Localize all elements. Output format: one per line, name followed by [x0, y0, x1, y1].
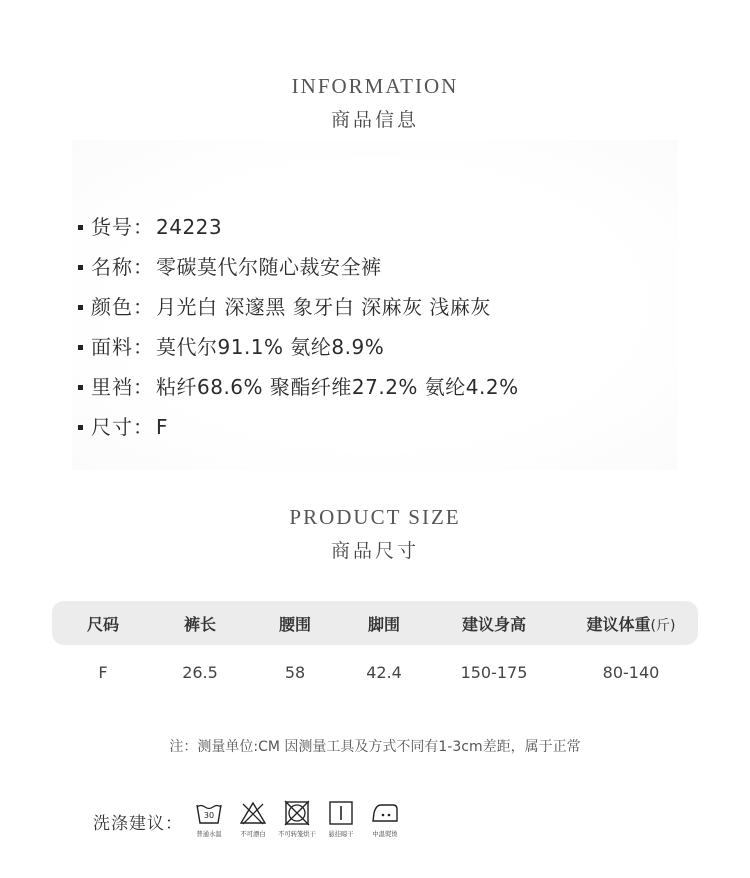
info-value: F: [156, 415, 169, 439]
info-label: 名称：: [91, 255, 154, 279]
care-icons: [187, 800, 407, 839]
information-header: [0, 74, 750, 132]
bullet-icon: [78, 385, 83, 390]
table-cell: 150-175: [460, 662, 528, 682]
info-row-fabric: [78, 327, 519, 367]
info-value: 月光白 深邃黑 象牙白 深麻灰 浅麻灰: [156, 295, 491, 319]
table-cell: 58: [284, 662, 306, 682]
product-size-header: [0, 505, 750, 563]
information-title-cn: 商品信息: [330, 109, 419, 131]
weight-header-text: 建议体重: [586, 614, 651, 634]
care-caption: 普通水温: [196, 830, 222, 838]
care-item-tumble: [275, 800, 319, 839]
iron-medium-icon: [370, 800, 400, 826]
info-row-item-number: [78, 207, 519, 247]
care-caption: 不可漂白: [240, 830, 266, 838]
care-item-iron: [363, 800, 407, 839]
product-info-list: [78, 207, 519, 447]
measurement-note: 注：测量单位:CM 因测量工具及方式不同有1-3cm差距，属于正常: [169, 739, 581, 755]
info-row-name: [78, 247, 519, 287]
info-row-lining: [78, 367, 519, 407]
bullet-icon: [78, 305, 83, 310]
info-label: 里裆：: [91, 375, 154, 399]
care-item-hang: [319, 800, 363, 839]
header-waist: 腰围: [278, 614, 311, 634]
info-label: 面料：: [91, 335, 154, 359]
wash-30-icon: [194, 800, 224, 826]
info-label: 颜色：: [91, 295, 154, 319]
care-caption: 中温熨烫: [372, 830, 398, 838]
info-value: 零碳莫代尔随心裁安全裤: [156, 255, 382, 279]
table-row: [52, 645, 698, 699]
size-table-header: [52, 601, 698, 645]
header-leg-opening: 脚围: [367, 614, 400, 634]
table-cell: 26.5: [182, 662, 218, 682]
table-cell: 42.4: [366, 662, 402, 682]
bullet-icon: [78, 425, 83, 430]
header-suggested-weight: [564, 612, 698, 635]
no-tumble-dry-icon: [282, 800, 312, 826]
information-title-en: INFORMATION: [291, 74, 459, 98]
no-bleach-icon: [238, 800, 268, 826]
info-value: 粘纤68.6% 聚酯纤维27.2% 氨纶4.2%: [156, 375, 519, 399]
care-label: 洗涤建议：: [93, 814, 183, 834]
info-value: 24223: [156, 215, 223, 239]
weight-unit: (斤): [650, 617, 676, 634]
care-instructions: [93, 800, 407, 839]
bullet-icon: [78, 345, 83, 350]
care-item-bleach: [231, 800, 275, 839]
care-item-wash: [187, 800, 231, 839]
product-size-title-cn: 商品尺寸: [330, 540, 419, 562]
info-value: 莫代尔91.1% 氨纶8.9%: [156, 335, 385, 359]
care-caption: 不可转笼烘干: [278, 830, 316, 838]
info-row-colors: [78, 287, 519, 327]
wash-temp-label: 30: [203, 811, 215, 820]
info-label: 货号：: [91, 215, 154, 239]
table-cell: F: [98, 662, 108, 682]
header-suggested-height: 建议身高: [461, 614, 526, 634]
bullet-icon: [78, 265, 83, 270]
size-table: [52, 601, 698, 699]
info-row-size: [78, 407, 519, 447]
table-cell: 80-140: [602, 662, 660, 682]
care-caption: 悬挂晾干: [328, 830, 354, 838]
header-pants-length: 裤长: [183, 614, 216, 634]
header-size: 尺码: [86, 614, 119, 634]
product-size-title-en: PRODUCT SIZE: [289, 505, 461, 529]
bullet-icon: [78, 225, 83, 230]
hang-dry-icon: [326, 800, 356, 826]
info-label: 尺寸：: [91, 415, 154, 439]
